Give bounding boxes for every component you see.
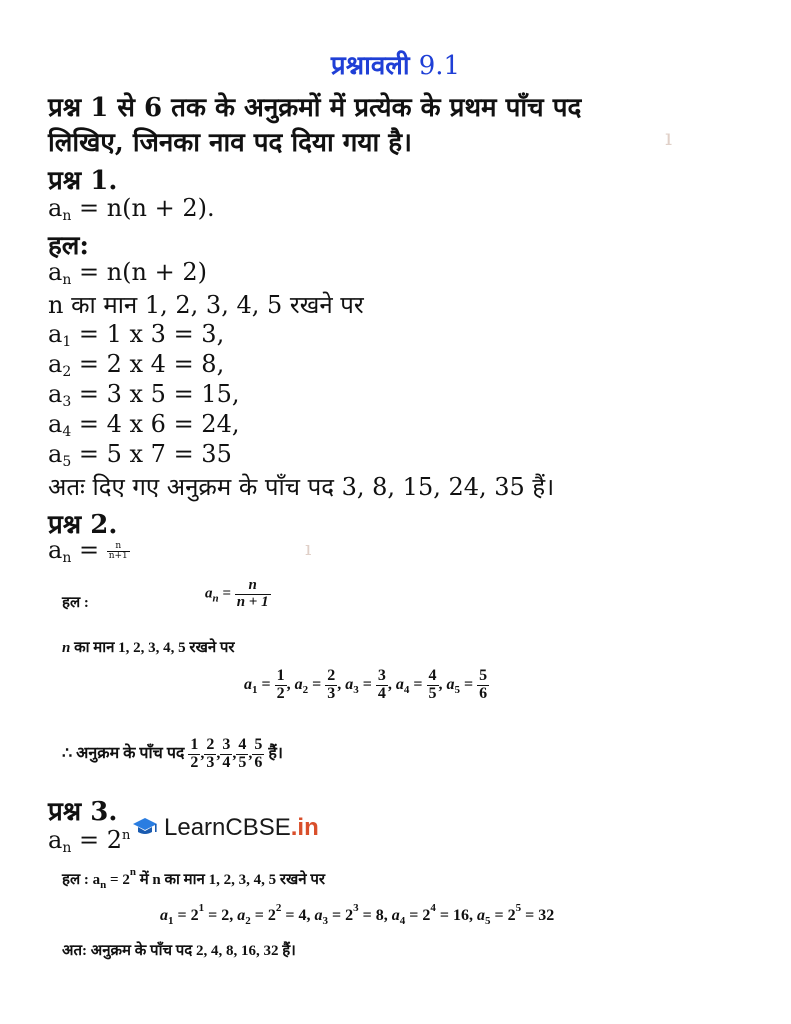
faint-mark-2: ı <box>305 536 312 560</box>
intro-line-1: प्रश्न 1 से 6 तक के अनुक्रमों में प्रत्येक के प्रथम पाँच पद <box>48 93 582 123</box>
q3-term-3: $a_3 = 2^3 = 8$, <box>314 902 388 927</box>
q2-solution-label: हल : <box>62 595 89 611</box>
q1-heading: प्रश्न 1. <box>48 166 118 196</box>
q1-term-3: $a_3 = 3$ x 5 = 15, <box>48 380 240 410</box>
q3-formula: $a_n = 2^n$ <box>48 826 131 856</box>
q1-conclusion: अतः दिए गए अनुक्रम के पाँच पद 3, 8, 15, 24, 35 हैं। <box>48 473 555 501</box>
brand-name: LearnCBSE <box>164 814 291 841</box>
q2-term-5: $a_5$ = $\frac{5}{6}$ <box>446 667 488 702</box>
q1-term-2: $a_2 = 2$ x 4 = 8, <box>48 350 225 380</box>
q2-formula: $a_n$ = $\frac{n}{n+1}$ <box>48 536 128 566</box>
q1-term-4: $a_4 = 4$ x 6 = 24, <box>48 410 240 440</box>
q3-term-2: $a_2 = 2^2 = 4$, <box>237 902 311 927</box>
q3-solution: हल : $a_n = 2^n$ में n का मान 1, 2, 3, 4, 5 रखने पर <box>62 866 325 891</box>
intro-line-2: लिखिए, जिनका नाव पद दिया गया है। <box>48 128 412 158</box>
q2-formula-fraction: $\frac{n}{n+1}$ <box>108 540 128 561</box>
q2-heading: प्रश्न 2. <box>48 510 118 540</box>
q1-formula: $a_n = n(n + 2)$. <box>48 194 215 224</box>
q1-solution-label: हल: <box>48 231 90 261</box>
q2-term-3: $a_3$ = $\frac{3}{4}$ , <box>345 667 392 702</box>
q1-substitution: n का मान 1, 2, 3, 4, 5 रखने पर <box>48 291 364 319</box>
q2-substitution: n का मान 1, 2, 3, 4, 5 रखने पर <box>62 640 235 656</box>
brand-tld: .in <box>290 814 319 841</box>
q2-sol-formula: $a_n$ = $\frac{n}{n + 1}$ <box>205 577 269 610</box>
q2-term-1: $a_1$ = $\frac{1}{2}$ , <box>244 667 291 702</box>
q1-sol-formula: $a_n = n(n + 2)$ <box>48 258 207 288</box>
q3-term-5: $a_5 = 2^5 = 32$ <box>477 902 555 927</box>
learncbse-logo <box>132 814 319 845</box>
q3-conclusion: अत: अनुक्रम के पाँच पद 2, 4, 8, 16, 32 हैं। <box>62 943 296 959</box>
page-title <box>0 46 791 82</box>
title-text: प्रश्नावली <box>330 51 410 81</box>
q3-terms <box>160 902 554 927</box>
q2-term-2: $a_2$ = $\frac{2}{3}$ , <box>294 667 342 702</box>
graduation-cap-icon <box>132 816 158 845</box>
q3-term-4: $a_4 = 2^4 = 16$, <box>391 902 473 927</box>
q3-heading: प्रश्न 3. <box>48 797 118 827</box>
q1-term-5: $a_5 = 5$ x 7 = 35 <box>48 440 232 470</box>
q2-term-4: $a_4$ = $\frac{4}{5}$ , <box>395 667 443 702</box>
q3-term-1: $a_1 = 2^1 = 2$, <box>160 902 234 927</box>
q2-terms <box>244 668 489 703</box>
faint-mark: ı <box>665 126 673 151</box>
q2-conclusion: ∴ अनुक्रम के पाँच पद $\frac{1}{2}$ , $\frac{2}{3}$ , $\frac{3}{4}$ , $\frac{4}{5}$ , $\frac{5}{6}$ हैं। <box>62 736 283 771</box>
q2-sol-fraction: $\frac{n}{n + 1}$ <box>236 577 269 610</box>
title-number: 9.1 <box>418 51 461 81</box>
q1-term-1: $a_1 = 1$ x 3 = 3, <box>48 320 225 350</box>
